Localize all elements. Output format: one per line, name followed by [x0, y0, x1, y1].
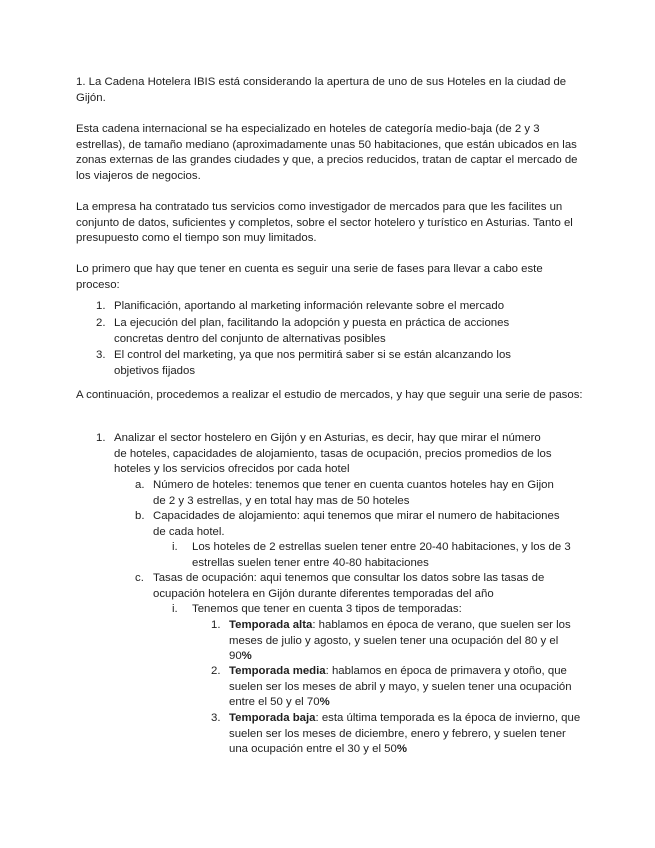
- list-item-text: Los hoteles de 2 estrellas suelen tener entre 20-40 habitaciones, y los de 3 estrellas suelen tener entre 40-80 habitaciones: [192, 541, 571, 569]
- list-number: 3.: [211, 712, 221, 724]
- season-text: [229, 664, 581, 711]
- list-number: 1.: [96, 300, 106, 312]
- percent-sign: %: [319, 696, 330, 709]
- contract-paragraph: La empresa ha contratado tus servicios como investigador de mercados para que les facilites un conjunto de datos, suficientes y completos, sobre el sector hotelero y turístico en Asturias. Tanto el presupuesto como el tiempo son muy limitados.: [76, 201, 573, 245]
- list-number: 2.: [96, 317, 106, 329]
- list-item-text: Tenemos que tener en cuenta 3 tipos de temporadas:: [192, 603, 462, 615]
- season-description: : esta última temporada es la época de invierno, que suelen ser los meses de diciembre, enero y febrero, y suelen tener una ocupación entre el 30 y el 50: [229, 712, 581, 756]
- list-item-text: La ejecución del plan, facilitando la adopción y puesta en práctica de acciones concretas dentro del conjunto de alternativas posibles: [114, 317, 510, 345]
- season-description: : hablamos en época de primavera y otoño, que suelen ser los meses de abril y mayo, y suelen tener una ocupación entre el 50 y el 70: [229, 665, 572, 709]
- steps-intro-paragraph: A continuación, procedemos a realizar el estudio de mercados, y hay que seguir una serie de pasos:: [76, 389, 583, 401]
- list-number: 2.: [211, 665, 221, 677]
- list-letter: b.: [135, 510, 145, 522]
- percent-sign: %: [241, 650, 252, 663]
- list-letter: c.: [135, 572, 144, 584]
- season-text: [229, 618, 581, 665]
- season-label: Temporada media: [229, 665, 326, 677]
- list-item-text: Tasas de ocupación: aqui tenemos que consultar los datos sobre las tasas de ocupación hotelera en Gijón durante diferentes temporadas del año: [153, 572, 545, 600]
- list-number: 1.: [211, 619, 221, 631]
- list-item-text: Número de hoteles: tenemos que tener en cuenta cuantos hoteles hay en Gijon de 2 y 3 estrellas, y en total hay mas de 50 hoteles: [153, 479, 554, 507]
- season-label: Temporada alta: [229, 619, 313, 631]
- season-label: Temporada baja: [229, 712, 316, 724]
- list-item-text: Analizar el sector hostelero en Gijón y en Asturias, es decir, hay que mirar el número de hoteles, capacidades de alojamiento, tasas de ocupación, precios promedios de los hoteles y los servicios ofrecidos por cada hotel: [114, 432, 552, 476]
- list-item-text: Capacidades de alojamiento: aqui tenemos que mirar el numero de habitaciones de cada hotel.: [153, 510, 560, 538]
- list-roman: i.: [172, 603, 178, 615]
- list-letter: a.: [135, 479, 145, 491]
- season-text: [229, 711, 581, 758]
- company-description-paragraph: Esta cadena internacional se ha especializado en hoteles de categoría medio-baja (de 2 y 3 estrellas), de tamaño mediano (aproximadamente unas 50 habitaciones, que están ubicados en las zonas externas de las grandes ciudades y que, a precios reducidos, tratan de captar el mercado de los viajeros de negocios.: [76, 123, 578, 182]
- list-item-text: Planificación, aportando al marketing información relevante sobre el mercado: [114, 300, 505, 312]
- intro-paragraph: 1. La Cadena Hotelera IBIS está considerando la apertura de uno de sus Hoteles en la ciudad de Gijón.: [76, 76, 567, 104]
- season-description: : hablamos en época de verano, que suelen ser los meses de julio y agosto, y suelen tener una ocupación del 80 y el 90: [229, 619, 571, 663]
- list-item-text: El control del marketing, ya que nos permitirá saber si se están alcanzando los objetivos fijados: [114, 349, 511, 377]
- list-roman: i.: [172, 541, 178, 553]
- list-number: 3.: [96, 349, 106, 361]
- percent-sign: %: [396, 743, 407, 756]
- phases-intro-paragraph: Lo primero que hay que tener en cuenta es seguir una serie de fases para llevar a cabo este proceso:: [76, 263, 543, 291]
- list-number: 1.: [96, 432, 106, 444]
